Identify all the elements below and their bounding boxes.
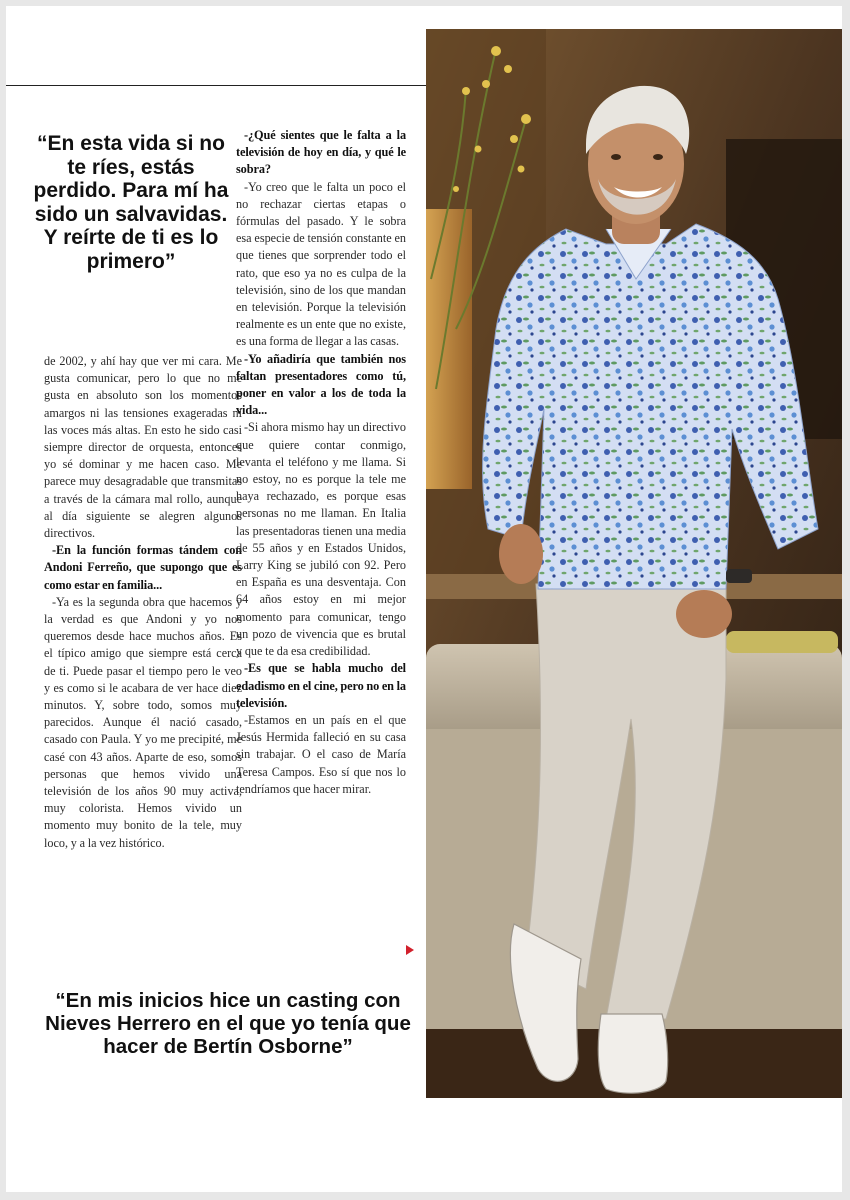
pull-quote-bottom: “En mis inicios hice un casting con Nieves Herrero en el que yo tenía que hacer de Bertín Osborne” <box>45 989 411 1058</box>
interview-question: -Es que se habla mucho del edadismo en el cine, pero no en la televisión. <box>236 661 406 710</box>
right-hand <box>676 590 732 638</box>
interview-question: -En la función formas tándem con Andoni Ferreño, que supongo que es como estar en familia... <box>44 543 242 592</box>
portrait-photo <box>426 29 842 1098</box>
paragraph: de 2002, y ahí hay que ver mi cara. Me gusta comunicar, pero lo que no me gusta en absoluto son los momentos amargos ni las tensiones exageradas ni las voces más altas. En esto he sido casi siempre director de orquesta, entonces yo sé dominar y me hacen caso. Me parece muy desagradable que transmitas a través de la cámara mal rollo, aunque al día siguiente se alegren algunos directivos. <box>44 354 242 541</box>
paragraph: -Estamos en un país en el que Jesús Hermida falleció en su casa sin trabajar. O el caso de María Teresa Campos. Eso sí que nos lo tendríamos que hacer mirar. <box>236 712 406 796</box>
interview-question: -¿Qué sientes que le falta a la televisión de hoy en día, y qué le sobra? <box>236 128 406 177</box>
pull-quote-top: “En esta vida si no te ríes, estás perdido. Para mí ha sido un salvavidas. Y reírte de ti es lo primero” <box>33 132 229 273</box>
triangle-right-icon <box>406 945 414 955</box>
article-column-left <box>44 353 242 852</box>
left-hand <box>499 524 543 584</box>
paragraph: -Yo creo que le falta un poco el no rechazar ciertas etapas o fórmulas del pasado. Y le sobra esa especie de tensión constante en que tienes que sorprender todo el rato, que eso ya no es culpa de la televisión, sino de los que mandan en televisión. Porque la televisión realmente es un ente que no existe, es una forma de llegar a las casas. <box>236 179 406 349</box>
paragraph: -Si ahora mismo hay un directivo que quiere contar conmigo, levanta el teléfono y me llama. Si no estoy, no es porque la tele me haya rechazado, es porque esas personas no me llaman. En Italia las presentadoras tienen una media de 55 años y en Estados Unidos, Larry King se jubiló con 92. Pero en España es una desventaja. Con 64 años estoy en mi mejor momento para comunicar, tengo un pozo de vivencia que es brutal y que te da esa credibilidad. <box>236 420 406 659</box>
article-column-right <box>236 127 406 798</box>
paragraph: -Ya es la segunda obra que hacemos y la verdad es que Andoni y yo nos queremos desde hace muchos años. Es el típico amigo que siempre está cerca de ti. Puede pasar el tiempo pero le veo y es como si le acabara de ver hace diez minutos. Y, sobre todo, somos muy parecidos. Aunque él nació casado, casado con Paula. Y yo me precipité, me casé con 43 años. Aparte de eso, somos personas que hemos vivido una televisión de los años 90 muy activa, muy colorista. Hemos vivido un momento muy bonito de la tele, muy loco, y a la vez histórico. <box>44 594 242 850</box>
lamp-glow <box>426 209 472 489</box>
watch <box>726 569 752 583</box>
interview-question: -Yo añadiría que también nos faltan presentadores como tú, poner en valor a los de toda la vida... <box>236 351 406 418</box>
portrait-illustration <box>426 29 842 1098</box>
magazine-page <box>6 6 842 1192</box>
